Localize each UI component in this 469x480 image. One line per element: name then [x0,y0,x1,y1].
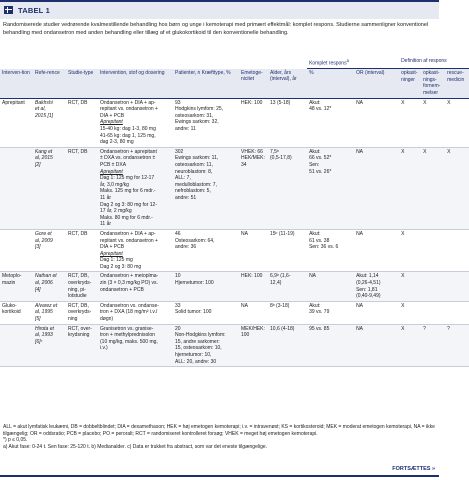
cell-line: Dag 1: 125 mg for 12-17 [100,175,155,182]
cell-line: al, 1993 [35,332,53,339]
column-header: Alder, års (interval), år [268,69,307,98]
cell-line: al, 1995 [35,309,53,316]
cell-line: RCT, DB [68,148,88,155]
cell-dosing [98,301,173,324]
cell-line: [4] [35,286,41,293]
cell-line: HEK: 100 [241,273,263,280]
cell-line: 13 (5-18) [270,99,291,106]
cell-line: 95 vs. 85 [309,325,330,332]
cell-dosing [98,147,173,229]
table-icon [4,6,13,14]
cell-line: Hirota et [35,325,54,332]
cell-line: osteosarkom: 11, [175,161,213,168]
cell-line: NA [241,302,248,309]
cell-nausea-mark: X [421,147,445,229]
cell-line: 15ᵇ (11-19) [270,230,295,237]
cell-line: Akut: [309,230,321,237]
cell-line: RCT, DB, [68,302,89,309]
cell-rescue-mark [445,229,469,272]
cell-line: RCT, over- [68,325,92,332]
cell-line: Non-Hodgkins lymfom: [175,332,226,339]
cell-vomiting-mark: X [399,324,421,367]
cell-complete-response-pct [307,229,354,272]
cell-line: 41-65 kg: dag 1, 125 mg, [100,132,156,139]
cell-line: andre: 51 [175,194,197,201]
cell-study-type [66,324,98,367]
cell-line: 8ᵇ (3-18) [270,302,290,309]
cell-line: Ondansetron + aprepitant [100,148,157,155]
cell-line: 7,5ᵇ [270,148,279,155]
cell-intervention [0,147,33,229]
cell-line: 20 [175,325,181,332]
cell-line: NA [356,230,364,237]
cell-line: HEK: 100 [241,99,263,106]
cell-patients [173,147,239,229]
cell-line: RCT, DB, [68,273,89,280]
cell-line: 34 [241,161,247,168]
cell-line: NA [356,99,364,106]
cell-line: Kang et [35,148,53,155]
cell-line: [3] [35,244,41,251]
cell-intervention: Gluko-kortikoid [0,301,33,324]
cell-line: Sen: 36 vs. 6 [309,244,339,251]
cell-study-type [66,272,98,301]
cell-emetogenicity [239,272,268,301]
cell-line: (0,26-4,51) [356,280,381,287]
footnote-phases: a) Akut fase: 0-24 t. Sen fase: 25-120 t. b) Medianalder. c) Data er trukket fra abstract, som var det eneste tilgængelige. [3,443,268,450]
cell-line: Bakhshi [35,99,53,106]
cell-line: 17 år, 2 mg/kg [100,208,132,215]
cell-line: Ewings sarkom: 11, [175,155,219,162]
cell-line: al, 2015 [35,155,53,162]
cell-emetogenicity [239,147,268,229]
cell-complete-response-pct [307,147,354,229]
cell-line: Aprepitant [100,168,123,175]
cell-intervention [0,229,33,272]
group-header-row [0,57,469,69]
cell-line: Ewings sarkom: 32, [175,119,219,126]
column-header: Intervention, stof og dosering [98,69,173,98]
cell-line: NA [356,325,364,332]
cell-complete-response-pct [307,272,354,301]
cell-line: tron + DXA (18 mg/m² i.v./ [100,309,158,316]
cell-patients [173,324,239,367]
cell-odds-ratio [354,147,399,229]
cell-rescue-mark [445,301,469,324]
cell-line: 100 [241,332,250,339]
cell-line: zin (3 × 0,3 mg/kg PO) vs. [100,280,158,287]
cell-odds-ratio [354,301,399,324]
cell-line: i.v.) [100,345,108,352]
cell-line: 93 [175,99,181,106]
cell-line: osteosarkom: 31, [175,112,214,119]
cell-line: Hodgkins lymfom: 25, [175,106,224,113]
cell-intervention: Metoplo-mazin [0,272,33,301]
table-title-bar [0,0,439,19]
cell-line: DIA + PCB [100,112,125,119]
cell-reference [33,272,66,301]
cell-line: neuroblastom: 8, [175,168,213,175]
cell-rescue-mark: ? [445,324,469,367]
cell-line: 6,9ᵇ (1,6- [270,273,291,280]
cell-rescue-mark: X [445,98,469,147]
continued-link[interactable]: FORTSÆTTES » [392,466,435,472]
cell-line: Sen: 1,81 [356,286,378,293]
results-table [0,57,469,367]
cell-line: Maks. 80 mg for 6 mdr.- [100,214,153,221]
cell-reference [33,98,66,147]
column-header-row [0,69,469,98]
cell-emetogenicity [239,229,268,272]
cell-line: 48 vs. 12* [309,106,332,113]
cell-line: 51 vs. 26* [309,168,332,175]
cell-emetogenicity [239,98,268,147]
cell-dosing [98,272,173,301]
cell-line: ± DXA vs. ondansetron ± [100,155,156,162]
cell-line: 39 vs. 79 [309,309,330,316]
column-header: Patienter, n Kræfttype, % [173,69,239,98]
cell-nausea-mark [421,301,445,324]
cell-rescue-mark: X [445,147,469,229]
cell-emetogenicity [239,301,268,324]
cell-line: NA [241,230,248,237]
cell-line: 10 [175,273,181,280]
column-header: Emetoge-nicitet [239,69,268,98]
cell-line: RCT, DB [68,230,88,237]
cell-line: andre: 36 [175,244,197,251]
cell-complete-response-pct [307,98,354,147]
cell-age [268,147,307,229]
cell-complete-response-pct [307,324,354,367]
bottom-divider [0,475,439,477]
table-row [0,272,469,301]
cell-nausea-mark [421,229,445,272]
cell-line: ning, pi- [68,286,86,293]
column-header: Refe-rence [33,69,66,98]
cell-line: (0,40-9,49) [356,293,381,300]
cell-line: ALL: 20, andre: 30 [175,358,217,365]
cell-vomiting-mark: X [399,98,421,147]
cell-vomiting-mark: X [399,301,421,324]
column-header: OR (interval) [354,69,399,98]
cell-line: 61 vs. 38 [309,237,330,244]
cell-reference [33,229,66,272]
column-header: Interven-tion [0,69,33,98]
cell-intervention: Aprepitant [0,98,33,147]
cell-line: Maks. 125 mg for 6 mdr.- [100,188,156,195]
cell-reference [33,301,66,324]
cell-line: Solid tumor: 100 [175,309,212,316]
cell-line: Ondansetron + DIA + ap- [100,99,156,106]
table-row [0,98,469,147]
cell-dosing [98,98,173,147]
cell-study-type [66,147,98,229]
cell-study-type [66,301,98,324]
cell-age [268,272,307,301]
cell-line: 11 år [100,194,112,201]
cell-line: 33 [175,302,181,309]
cell-line: ALL: 7, [175,175,191,182]
table-row [0,324,469,367]
cell-line: NA [309,273,317,280]
cell-line: døgn) [100,316,114,323]
cell-line: NA [356,302,364,309]
cell-age [268,324,307,367]
cell-line: Ondansetron + metoplma- [100,273,159,280]
cell-emetogenicity [239,324,268,367]
cell-line: ning [68,316,78,323]
table-row [0,229,469,272]
cell-odds-ratio [354,98,399,147]
cell-line: NA [356,148,364,155]
cell-line: RCT, DB [68,99,88,106]
cell-line: Akut: [309,99,321,106]
cell-line: Ondansetron vs. ondanse- [100,302,159,309]
cell-line: 302 [175,148,184,155]
footnote-significance: *) p ≤ 0,05. [3,437,28,444]
cell-patients [173,301,239,324]
cell-line: Akut: [309,302,321,309]
cell-line: tron + methylprednisolon [100,332,155,339]
cell-age [268,301,307,324]
cell-line: 11 år [100,221,112,228]
cell-patients [173,272,239,301]
cell-line: Aprepitant [100,250,123,257]
cell-line: Akut: [309,148,321,155]
cell-line: overkryds- [68,309,92,316]
cell-dosing [98,324,173,367]
table-title: TABEL 1 [18,6,50,15]
cell-intervention [0,324,33,367]
cell-line: Sen: [309,161,320,168]
cell-line: 15, andre sarkomer: [175,338,220,345]
cell-line: år, 3,0 mg/kg [100,181,129,188]
cell-line: et al, [35,106,46,113]
cell-line: repitant vs. ondansetron + [100,106,158,113]
cell-line: repitant vs. ondansetron + [100,237,158,244]
cell-nausea-mark [421,272,445,301]
cell-line: Granisetron vs. granise- [100,325,154,332]
cell-line: Nathan et [35,273,57,280]
cell-line: Aprepitant [100,119,123,126]
cell-line: 12,4) [270,280,282,287]
cell-line: (10 mg/kg, maks. 500 mg, [100,338,158,345]
cell-line: 15, osteosarkom: 10, [175,345,222,352]
cell-line: 66 vs. 52* [309,155,332,162]
cell-line: 2015 [1] [35,112,54,119]
cell-line: [2] [35,161,41,168]
cell-line: VHEK: 66 [241,148,263,155]
footnote-abbreviations: ALL = akut lymfatisk leukæmi, DB = dobbeltblindet; DIA = dexamethason; HEK = høj emetogen kemoterapi; i.v. = intravenøst; KS = kortikosteroid; MEK = moderat emetogen kemoterapi, NA = ikke tilgængelig; OR = oddsratio; PCB = placebo; PO = peroralt; RCT = randomiseret kontrolleret forsøg; VHEK = meget høj emetogen kemoterapi. [3,424,435,437]
cell-dosing [98,229,173,272]
cell-reference [33,324,66,367]
cell-line: krydsning [68,332,90,339]
cell-line: HEK/MEK: [241,155,265,162]
table-row [0,147,469,229]
cell-line: MEK/HEK: [241,325,265,332]
cell-line: (0,5-17,8) [270,155,292,162]
cell-line: al, 2009 [35,237,53,244]
column-header: rescue-medicin [445,69,469,98]
cell-study-type [66,229,98,272]
cell-rescue-mark [445,272,469,301]
cell-line: Hjernetumor: 100 [175,280,214,287]
cell-line: Akut: 1,14 [356,273,379,280]
cell-line: [6]ᶜ [35,338,43,345]
cell-odds-ratio [354,324,399,367]
group-complete-response: Komplet respons$^a$ [307,57,399,69]
cell-odds-ratio [354,229,399,272]
cell-line: Dag 1: 125 mg [100,257,133,264]
cell-line: 15-40 kg: dag 1-3, 80 mg [100,126,156,132]
cell-odds-ratio [354,272,399,301]
cell-line: 46 [175,230,181,237]
cell-vomiting-mark: X [399,147,421,229]
cell-age [268,229,307,272]
cell-line: medulloblastom: 7, [175,181,217,188]
cell-vomiting-mark: X [399,272,421,301]
table-caption: Randomiserede studier vedrørende kvalmestillende behandling hos børn og unge i kemoterapi med primært effektmål: komplet respons. Studierne sammenligner konventionel behandling med ondansetron med anden behandling eller tillæg af et glukokortikoid til den konventionelle behandling. [3,22,429,36]
table-footnotes [3,424,435,450]
cell-line: andre: 11 [175,126,196,132]
column-header: % [307,69,354,98]
cell-nausea-mark: ? [421,324,445,367]
cell-line: Dag 2 og 3: 80 mg for 12- [100,201,157,208]
cell-line: PCB ± DXA [100,161,127,168]
cell-reference [33,147,66,229]
cell-line: dag 2-3, 80 mg [100,139,134,146]
cell-line: Alvarez et [35,302,58,309]
cell-line: DIA + PCB [100,244,125,251]
cell-age [268,98,307,147]
column-header: opkast-ninger [399,69,421,98]
column-header: Studie-type [66,69,98,98]
cell-line: [5] [35,316,41,323]
cell-vomiting-mark: X [399,229,421,272]
cell-line: Gore et [35,230,52,237]
cell-patients [173,98,239,147]
table-row [0,301,469,324]
cell-line: hjernetumor: 10, [175,352,212,358]
column-header: opkast-nings-fornem-melser [421,69,445,98]
cell-line: al, 2006 [35,280,53,287]
cell-study-type [66,98,98,147]
cell-line: lotstudie [68,293,87,300]
cell-line: ondansetron + PCB [100,286,144,293]
group-response-definition: Definition af respons [399,57,469,69]
cell-patients [173,229,239,272]
cell-line: Dag 2 og 3: 80 mg [100,263,142,270]
cell-line: 10,6 (4-18) [270,325,295,332]
cell-complete-response-pct [307,301,354,324]
cell-line: Ondansetron + DIA + ap- [100,230,156,237]
cell-line: nefroblastom: 5, [175,188,211,195]
cell-line: Osteosarkom: 64, [175,237,215,244]
cell-nausea-mark: X [421,98,445,147]
cell-line: overkryds- [68,280,92,287]
